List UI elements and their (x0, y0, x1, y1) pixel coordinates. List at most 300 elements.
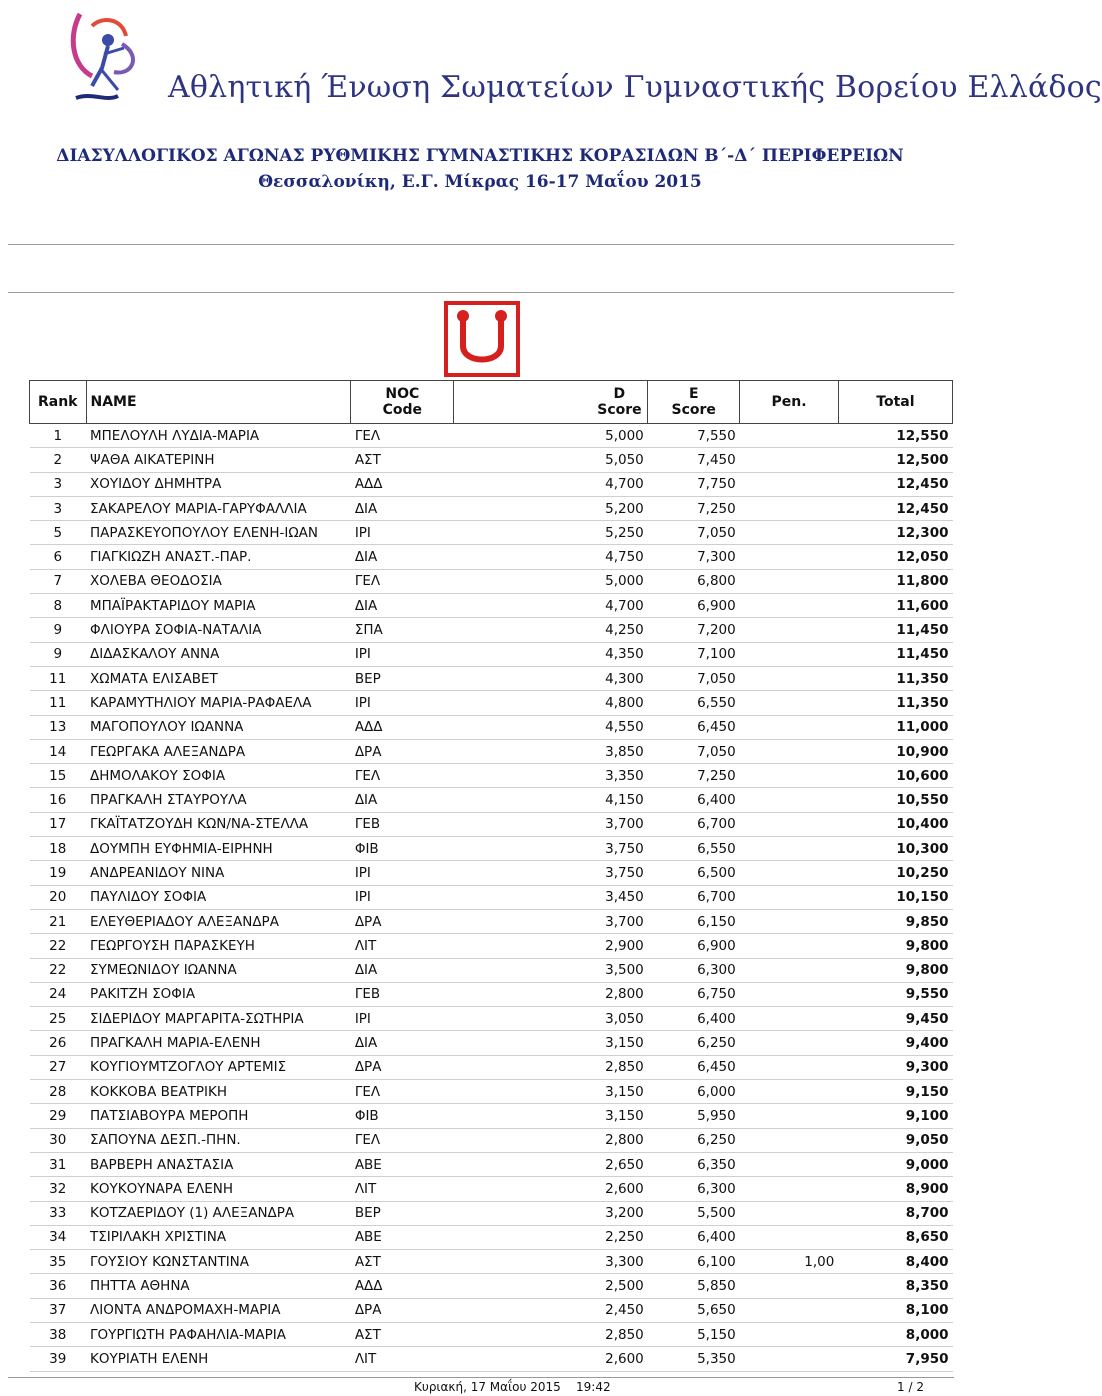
cell-rank: 31 (30, 1152, 87, 1176)
hoop-icon (443, 300, 521, 378)
cell-d-score: 5,200 (454, 496, 648, 520)
column-header-name (86, 381, 351, 424)
table-row (30, 424, 953, 448)
cell-rank: 11 (30, 666, 87, 690)
cell-d-score: 3,450 (454, 885, 648, 909)
cell-d-score: 2,500 (454, 1274, 648, 1298)
cell-d-score: 3,150 (454, 1031, 648, 1055)
cell-e-score: 7,250 (648, 496, 740, 520)
cell-total: 9,150 (838, 1080, 952, 1104)
cell-e-score: 6,700 (648, 885, 740, 909)
cell-e-score: 6,500 (648, 861, 740, 885)
cell-total: 10,400 (838, 812, 952, 836)
cell-d-score: 2,900 (454, 934, 648, 958)
cell-rank: 18 (30, 837, 87, 861)
table-row (30, 569, 953, 593)
cell-noc: ΑΣΤ (351, 1322, 454, 1346)
cell-name: ΓΟΥΡΓΙΩΤΗ ΡΑΦΑΗΛΙΑ-ΜΑΡΙΑ (86, 1322, 351, 1346)
table-row (30, 715, 953, 739)
table-row (30, 618, 953, 642)
cell-penalty (740, 739, 839, 763)
cell-rank: 22 (30, 934, 87, 958)
cell-e-score: 6,300 (648, 958, 740, 982)
cell-e-score: 5,950 (648, 1104, 740, 1128)
cell-total: 12,300 (838, 521, 952, 545)
column-header-pen: Pen. (740, 381, 839, 424)
cell-noc: ΓΕΛ (351, 424, 454, 448)
cell-total: 11,800 (838, 569, 952, 593)
cell-penalty (740, 448, 839, 472)
cell-e-score: 6,000 (648, 1080, 740, 1104)
cell-penalty (740, 909, 839, 933)
table-row (30, 1055, 953, 1079)
cell-penalty (740, 715, 839, 739)
cell-e-score: 6,450 (648, 1055, 740, 1079)
table-row (30, 1104, 953, 1128)
cell-e-score: 7,100 (648, 642, 740, 666)
cell-d-score: 4,750 (454, 545, 648, 569)
column-header-e-line1: E (688, 386, 699, 402)
cell-e-score: 6,400 (648, 788, 740, 812)
cell-total: 12,050 (838, 545, 952, 569)
cell-d-score: 5,250 (454, 521, 648, 545)
cell-total: 9,000 (838, 1152, 952, 1176)
results-table (29, 380, 953, 1372)
cell-d-score: 5,050 (454, 448, 648, 472)
cell-rank: 26 (30, 1031, 87, 1055)
table-row (30, 1031, 953, 1055)
cell-name: ΜΠΕΛΟΥΛΗ ΛΥΔΙΑ-ΜΑΡΙΑ (86, 424, 351, 448)
table-row (30, 837, 953, 861)
cell-d-score: 3,150 (454, 1104, 648, 1128)
cell-penalty (740, 1152, 839, 1176)
cell-name: ΧΟΥΙΔΟΥ ΔΗΜΗΤΡΑ (86, 472, 351, 496)
cell-d-score: 4,350 (454, 642, 648, 666)
cell-penalty (740, 666, 839, 690)
cell-total: 8,100 (838, 1298, 952, 1322)
cell-penalty (740, 1104, 839, 1128)
competition-title: ΔΙΑΣΥΛΛΟΓΙΚΟΣ ΑΓΩΝΑΣ ΡΥΘΜΙΚΗΣ ΓΥΜΝΑΣΤΙΚΗΣ ΚΟΡΑΣΙΔΩΝ Β΄-Δ΄ ΠΕΡΙΦΕΡΕΙΩΝ (56, 146, 904, 166)
cell-noc: ΔΙΑ (351, 958, 454, 982)
cell-rank: 14 (30, 739, 87, 763)
cell-d-score: 2,850 (454, 1322, 648, 1346)
cell-noc: ΓΕΒ (351, 812, 454, 836)
cell-penalty (740, 424, 839, 448)
cell-rank: 28 (30, 1080, 87, 1104)
table-row (30, 861, 953, 885)
table-row (30, 1177, 953, 1201)
cell-rank: 35 (30, 1250, 87, 1274)
cell-total: 11,600 (838, 594, 952, 618)
cell-rank: 30 (30, 1128, 87, 1152)
cell-rank: 22 (30, 958, 87, 982)
cell-noc: ΙΡΙ (351, 691, 454, 715)
cell-rank: 8 (30, 594, 87, 618)
cell-d-score: 4,700 (454, 472, 648, 496)
cell-name: ΠΑΤΣΙΑΒΟΥΡΑ ΜΕΡΟΠΗ (86, 1104, 351, 1128)
table-row (30, 521, 953, 545)
cell-e-score: 6,900 (648, 934, 740, 958)
cell-e-score: 6,400 (648, 1007, 740, 1031)
cell-name: ΚΟΥΚΟΥΝΑΡΑ ΕΛΕΝΗ (86, 1177, 351, 1201)
cell-d-score: 2,800 (454, 1128, 648, 1152)
cell-noc: ΑΔΔ (351, 472, 454, 496)
cell-name: ΓΚΑΪΤΑΤΖΟΥΔΗ ΚΩΝ/ΝΑ-ΣΤΕΛΛΑ (86, 812, 351, 836)
cell-noc: ΓΕΛ (351, 764, 454, 788)
cell-e-score: 7,450 (648, 448, 740, 472)
cell-e-score: 7,050 (648, 739, 740, 763)
cell-penalty (740, 934, 839, 958)
cell-penalty (740, 1322, 839, 1346)
cell-name: ΛΙΟΝΤΑ ΑΝΔΡΟΜΑΧΗ-ΜΑΡΙΑ (86, 1298, 351, 1322)
table-row (30, 1225, 953, 1249)
column-header-rank: Rank (30, 381, 87, 424)
cell-d-score: 3,200 (454, 1201, 648, 1225)
cell-rank: 19 (30, 861, 87, 885)
table-row (30, 1007, 953, 1031)
cell-penalty (740, 1055, 839, 1079)
cell-name: ΦΛΙΟΥΡΑ ΣΟΦΙΑ-ΝΑΤΑΛΙΑ (86, 618, 351, 642)
cell-noc: ΦΙΒ (351, 837, 454, 861)
cell-d-score: 5,000 (454, 424, 648, 448)
cell-e-score: 6,750 (648, 982, 740, 1006)
cell-name: ΓΙΑΓΚΙΩΖΗ ΑΝΑΣΤ.-ΠΑΡ. (86, 545, 351, 569)
cell-total: 8,900 (838, 1177, 952, 1201)
cell-rank: 3 (30, 472, 87, 496)
cell-rank: 38 (30, 1322, 87, 1346)
cell-d-score: 2,600 (454, 1177, 648, 1201)
cell-e-score: 6,350 (648, 1152, 740, 1176)
cell-penalty (740, 885, 839, 909)
cell-d-score: 3,700 (454, 909, 648, 933)
cell-total: 10,600 (838, 764, 952, 788)
cell-name: ΔΗΜΟΛΑΚΟΥ ΣΟΦΙΑ (86, 764, 351, 788)
cell-noc: ΣΠΑ (351, 618, 454, 642)
cell-penalty (740, 521, 839, 545)
cell-penalty (740, 1007, 839, 1031)
competition-venue-date: Θεσσαλονίκη, Ε.Γ. Μίκρας 16-17 Μαΐου 2015 (258, 172, 702, 192)
table-row (30, 812, 953, 836)
table-row (30, 472, 953, 496)
table-row (30, 666, 953, 690)
cell-e-score: 6,450 (648, 715, 740, 739)
cell-e-score: 6,250 (648, 1128, 740, 1152)
cell-noc: ΔΙΑ (351, 788, 454, 812)
cell-noc: ΑΒΕ (351, 1152, 454, 1176)
table-row (30, 788, 953, 812)
cell-name: ΚΟΤΖΑΕΡΙΔΟΥ (1) ΑΛΕΞΑΝΔΡΑ (86, 1201, 351, 1225)
cell-total: 9,100 (838, 1104, 952, 1128)
cell-d-score: 4,300 (454, 666, 648, 690)
table-row (30, 1250, 953, 1274)
cell-noc: ΛΙΤ (351, 1347, 454, 1371)
table-row (30, 642, 953, 666)
cell-e-score: 6,300 (648, 1177, 740, 1201)
table-row (30, 1152, 953, 1176)
cell-noc: ΓΕΛ (351, 569, 454, 593)
gymnast-ribbon-logo (62, 6, 162, 114)
cell-rank: 20 (30, 885, 87, 909)
document-header (0, 0, 1102, 120)
cell-noc: ΓΕΒ (351, 982, 454, 1006)
cell-total: 9,550 (838, 982, 952, 1006)
cell-e-score: 6,100 (648, 1250, 740, 1274)
cell-penalty (740, 788, 839, 812)
cell-total: 11,350 (838, 691, 952, 715)
cell-d-score: 3,750 (454, 861, 648, 885)
table-row (30, 934, 953, 958)
column-header-e-line2: Score (671, 402, 716, 418)
cell-total: 11,000 (838, 715, 952, 739)
cell-total: 12,450 (838, 472, 952, 496)
table-row (30, 885, 953, 909)
cell-e-score: 6,550 (648, 691, 740, 715)
cell-d-score: 2,850 (454, 1055, 648, 1079)
cell-penalty (740, 642, 839, 666)
table-row (30, 1128, 953, 1152)
cell-name: ΜΠΑΪΡΑΚΤΑΡΙΔΟΥ ΜΑΡΙΑ (86, 594, 351, 618)
cell-noc: ΑΣΤ (351, 1250, 454, 1274)
table-row (30, 909, 953, 933)
table-row (30, 1201, 953, 1225)
page-number: 1 / 2 (897, 1380, 924, 1394)
column-header-d-line1: D (613, 386, 626, 402)
cell-name: ΧΟΛΕΒΑ ΘΕΟΔΟΣΙΑ (86, 569, 351, 593)
cell-total: 10,300 (838, 837, 952, 861)
cell-name: ΚΟΥΓΙΟΥΜΤΖΟΓΛΟΥ ΑΡΤΕΜΙΣ (86, 1055, 351, 1079)
cell-name: ΠΡΑΓΚΑΛΗ ΣΤΑΥΡΟΥΛΑ (86, 788, 351, 812)
cell-name: ΣΑΚΑΡΕΛΟΥ ΜΑΡΙΑ-ΓΑΡΥΦΑΛΛΙΑ (86, 496, 351, 520)
cell-d-score: 4,250 (454, 618, 648, 642)
table-row (30, 1298, 953, 1322)
cell-rank: 36 (30, 1274, 87, 1298)
cell-rank: 5 (30, 521, 87, 545)
cell-total: 10,250 (838, 861, 952, 885)
cell-d-score: 4,150 (454, 788, 648, 812)
table-row (30, 691, 953, 715)
table-row (30, 1347, 953, 1371)
table-row (30, 448, 953, 472)
cell-d-score: 2,800 (454, 982, 648, 1006)
cell-penalty (740, 764, 839, 788)
header-divider (8, 244, 954, 245)
cell-e-score: 6,400 (648, 1225, 740, 1249)
cell-e-score: 6,550 (648, 837, 740, 861)
cell-total: 8,350 (838, 1274, 952, 1298)
results-table-body (30, 424, 953, 1372)
cell-rank: 11 (30, 691, 87, 715)
cell-total: 9,450 (838, 1007, 952, 1031)
cell-noc: ΔΡΑ (351, 739, 454, 763)
cell-penalty (740, 618, 839, 642)
cell-total: 9,300 (838, 1055, 952, 1079)
cell-total: 9,050 (838, 1128, 952, 1152)
cell-penalty (740, 569, 839, 593)
cell-total: 12,550 (838, 424, 952, 448)
cell-rank: 3 (30, 496, 87, 520)
cell-d-score: 3,300 (454, 1250, 648, 1274)
cell-noc: ΙΡΙ (351, 1007, 454, 1031)
cell-rank: 13 (30, 715, 87, 739)
cell-e-score: 6,900 (648, 594, 740, 618)
cell-noc: ΑΔΔ (351, 715, 454, 739)
column-header-e-score (648, 381, 740, 424)
print-date: Κυριακή, 17 Μαΐου 2015 19:42 (414, 1380, 611, 1394)
column-header-noc-line1: NOC (385, 386, 420, 402)
cell-name: ΚΟΚΚΟΒΑ ΒΕΑΤΡΙΚΗ (86, 1080, 351, 1104)
cell-name: ΚΑΡΑΜΥΤΗΛΙΟΥ ΜΑΡΙΑ-ΡΑΦΑΕΛΑ (86, 691, 351, 715)
cell-rank: 32 (30, 1177, 87, 1201)
cell-d-score: 3,050 (454, 1007, 648, 1031)
cell-total: 11,450 (838, 642, 952, 666)
cell-noc: ΙΡΙ (351, 861, 454, 885)
table-row (30, 1322, 953, 1346)
cell-noc: ΔΙΑ (351, 545, 454, 569)
cell-penalty (740, 958, 839, 982)
cell-noc: ΓΕΛ (351, 1080, 454, 1104)
cell-name: ΔΙΔΑΣΚΑΛΟΥ ΑΝΝΑ (86, 642, 351, 666)
cell-penalty (740, 837, 839, 861)
cell-rank: 29 (30, 1104, 87, 1128)
organization-name: Αθλητική Ένωση Σωματείων Γυμναστικής Βορείου Ελλάδος (168, 70, 1102, 105)
cell-e-score: 7,050 (648, 666, 740, 690)
cell-rank: 34 (30, 1225, 87, 1249)
cell-total: 12,500 (838, 448, 952, 472)
cell-name: ΧΩΜΑΤΑ ΕΛΙΣΑΒΕΤ (86, 666, 351, 690)
cell-penalty (740, 1080, 839, 1104)
cell-total: 9,850 (838, 909, 952, 933)
cell-noc: ΔΙΑ (351, 496, 454, 520)
cell-rank: 6 (30, 545, 87, 569)
cell-noc: ΔΡΑ (351, 1298, 454, 1322)
cell-penalty (740, 1177, 839, 1201)
table-row (30, 982, 953, 1006)
cell-rank: 1 (30, 424, 87, 448)
cell-e-score: 6,250 (648, 1031, 740, 1055)
cell-name: ΣΑΠΟΥΝΑ ΔΕΣΠ.-ΠΗΝ. (86, 1128, 351, 1152)
cell-rank: 17 (30, 812, 87, 836)
cell-name: ΤΣΙΡΙΛΑΚΗ ΧΡΙΣΤΙΝΑ (86, 1225, 351, 1249)
cell-rank: 9 (30, 642, 87, 666)
cell-name: ΡΑΚΙΤΖΗ ΣΟΦΙΑ (86, 982, 351, 1006)
cell-penalty (740, 982, 839, 1006)
cell-name: ΠΡΑΓΚΑΛΗ ΜΑΡΙΑ-ΕΛΕΝΗ (86, 1031, 351, 1055)
cell-total: 8,000 (838, 1322, 952, 1346)
table-row (30, 594, 953, 618)
cell-noc: ΑΒΕ (351, 1225, 454, 1249)
cell-d-score: 3,700 (454, 812, 648, 836)
cell-name: ΠΗΤΤΑ ΑΘΗΝΑ (86, 1274, 351, 1298)
cell-e-score: 6,800 (648, 569, 740, 593)
cell-total: 10,150 (838, 885, 952, 909)
cell-d-score: 4,550 (454, 715, 648, 739)
cell-total: 12,450 (838, 496, 952, 520)
cell-penalty (740, 1128, 839, 1152)
cell-penalty (740, 1225, 839, 1249)
cell-noc: ΙΡΙ (351, 642, 454, 666)
cell-e-score: 5,500 (648, 1201, 740, 1225)
cell-noc: ΔΡΑ (351, 1055, 454, 1079)
cell-d-score: 3,150 (454, 1080, 648, 1104)
table-row (30, 496, 953, 520)
cell-noc: ΙΡΙ (351, 885, 454, 909)
cell-total: 9,800 (838, 934, 952, 958)
cell-e-score: 5,150 (648, 1322, 740, 1346)
cell-d-score: 2,650 (454, 1152, 648, 1176)
cell-d-score: 3,850 (454, 739, 648, 763)
table-row (30, 545, 953, 569)
cell-penalty (740, 1201, 839, 1225)
cell-penalty (740, 545, 839, 569)
cell-e-score: 5,350 (648, 1347, 740, 1371)
table-row (30, 958, 953, 982)
cell-total: 9,800 (838, 958, 952, 982)
cell-rank: 39 (30, 1347, 87, 1371)
cell-rank: 33 (30, 1201, 87, 1225)
cell-rank: 15 (30, 764, 87, 788)
cell-noc: ΦΙΒ (351, 1104, 454, 1128)
cell-name: ΨΑΘΑ ΑΙΚΑΤΕΡΙΝΗ (86, 448, 351, 472)
cell-rank: 9 (30, 618, 87, 642)
cell-total: 8,650 (838, 1225, 952, 1249)
cell-total: 10,900 (838, 739, 952, 763)
cell-total: 10,550 (838, 788, 952, 812)
cell-noc: ΔΙΑ (351, 594, 454, 618)
column-header-d-line2: Score (597, 402, 642, 418)
cell-total: 8,700 (838, 1201, 952, 1225)
results-table-header (30, 381, 953, 424)
cell-name: ΔΟΥΜΠΗ ΕΥΦΗΜΙΑ-ΕΙΡΗΝΗ (86, 837, 351, 861)
cell-name: ΜΑΓΟΠΟΥΛΟΥ ΙΩΑΝΝΑ (86, 715, 351, 739)
cell-noc: ΛΙΤ (351, 934, 454, 958)
cell-penalty (740, 496, 839, 520)
cell-name: ΒΑΡΒΕΡΗ ΑΝΑΣΤΑΣΙΑ (86, 1152, 351, 1176)
cell-e-score: 5,650 (648, 1298, 740, 1322)
cell-rank: 16 (30, 788, 87, 812)
table-row (30, 739, 953, 763)
cell-rank: 2 (30, 448, 87, 472)
cell-rank: 7 (30, 569, 87, 593)
cell-noc: ΔΙΑ (351, 1031, 454, 1055)
cell-d-score: 2,450 (454, 1298, 648, 1322)
cell-noc: ΙΡΙ (351, 521, 454, 545)
cell-noc: ΑΔΔ (351, 1274, 454, 1298)
cell-total: 8,400 (838, 1250, 952, 1274)
page-footer (0, 1380, 960, 1396)
cell-e-score: 7,050 (648, 521, 740, 545)
footer-divider (8, 1377, 954, 1378)
cell-d-score: 2,600 (454, 1347, 648, 1371)
cell-d-score: 5,000 (454, 569, 648, 593)
cell-name: ΣΙΔΕΡΙΔΟΥ ΜΑΡΓΑΡΙΤΑ-ΣΩΤΗΡΙΑ (86, 1007, 351, 1031)
cell-e-score: 7,300 (648, 545, 740, 569)
cell-e-score: 7,200 (648, 618, 740, 642)
cell-penalty (740, 691, 839, 715)
table-row (30, 764, 953, 788)
cell-penalty (740, 1274, 839, 1298)
cell-name: ΑΝΔΡΕΑΝΙΔΟΥ ΝΙΝΑ (86, 861, 351, 885)
cell-name: ΓΟΥΣΙΟΥ ΚΩΝΣΤΑΝΤΙΝΑ (86, 1250, 351, 1274)
cell-name: ΠΑΡΑΣΚΕΥΟΠΟΥΛΟΥ ΕΛΕΝΗ-ΙΩΑΝ (86, 521, 351, 545)
cell-total: 9,400 (838, 1031, 952, 1055)
cell-total: 11,450 (838, 618, 952, 642)
cell-penalty (740, 861, 839, 885)
cell-name: ΠΑΥΛΙΔΟΥ ΣΟΦΙΑ (86, 885, 351, 909)
table-row (30, 1274, 953, 1298)
cell-penalty (740, 1031, 839, 1055)
cell-e-score: 7,250 (648, 764, 740, 788)
cell-penalty (740, 812, 839, 836)
